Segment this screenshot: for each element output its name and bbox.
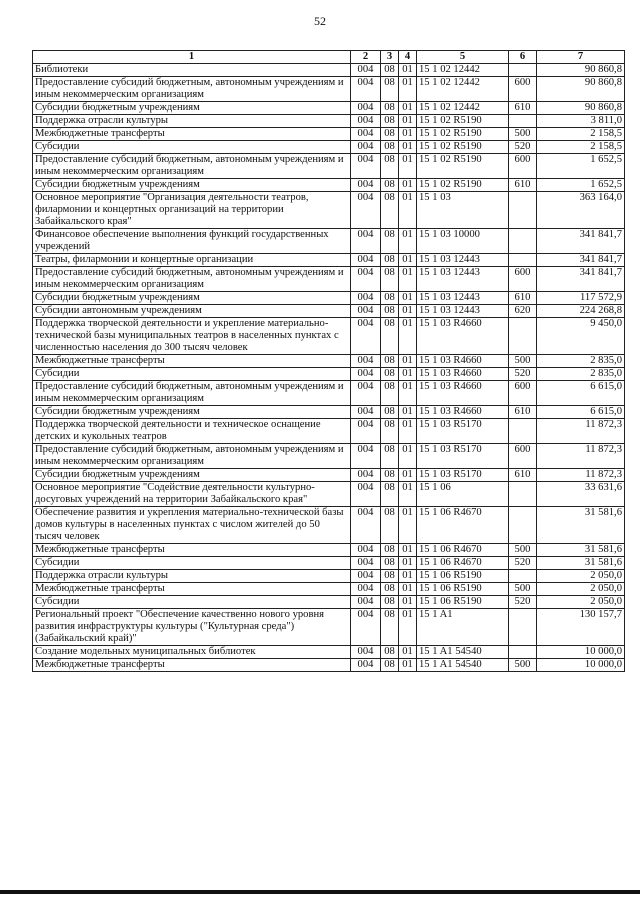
- section-code-cell: 08: [381, 254, 399, 267]
- expense-type-cell: 620: [509, 305, 537, 318]
- ministry-code-cell: 004: [351, 305, 381, 318]
- section-code-cell: 08: [381, 267, 399, 292]
- ministry-code-cell: 004: [351, 128, 381, 141]
- target-article-cell: 15 1 03 12443: [417, 292, 509, 305]
- expense-type-cell: 500: [509, 659, 537, 672]
- amount-cell: 6 615,0: [537, 381, 625, 406]
- ministry-code-cell: 004: [351, 659, 381, 672]
- target-article-cell: 15 1 02 R5190: [417, 115, 509, 128]
- table-row: [33, 318, 625, 355]
- target-article-cell: 15 1 03 R4660: [417, 318, 509, 355]
- table-row: [33, 646, 625, 659]
- amount-cell: 31 581,6: [537, 507, 625, 544]
- row-name-cell: Субсидии: [33, 596, 351, 609]
- table-row: [33, 179, 625, 192]
- row-name-cell: Межбюджетные трансферты: [33, 128, 351, 141]
- expense-type-cell: 520: [509, 557, 537, 570]
- target-article-cell: 15 1 03 R4660: [417, 406, 509, 419]
- section-code-cell: 08: [381, 192, 399, 229]
- ministry-code-cell: 004: [351, 115, 381, 128]
- target-article-cell: 15 1 03 10000: [417, 229, 509, 254]
- row-name-cell: Региональный проект "Обеспечение качественно нового уровня развития инфраструктуры культуры ("Культурная среда") (Забайкальский край)": [33, 609, 351, 646]
- expense-type-cell: [509, 64, 537, 77]
- subsection-code-cell: 01: [399, 406, 417, 419]
- target-article-cell: 15 1 03 12443: [417, 305, 509, 318]
- table-row: [33, 192, 625, 229]
- table-row: [33, 570, 625, 583]
- amount-cell: 10 000,0: [537, 646, 625, 659]
- table-row: [33, 292, 625, 305]
- amount-cell: 9 450,0: [537, 318, 625, 355]
- target-article-cell: 15 1 06: [417, 482, 509, 507]
- target-article-cell: 15 1 02 R5190: [417, 179, 509, 192]
- section-code-cell: 08: [381, 570, 399, 583]
- target-article-cell: 15 1 03 R4660: [417, 368, 509, 381]
- row-name-cell: Предоставление субсидий бюджетным, автономным учреждениям и иным некоммерческим организациям: [33, 154, 351, 179]
- row-name-cell: Предоставление субсидий бюджетным, автономным учреждениям и иным некоммерческим организациям: [33, 381, 351, 406]
- section-code-cell: 08: [381, 318, 399, 355]
- expense-type-cell: [509, 646, 537, 659]
- table-row: [33, 583, 625, 596]
- table-row: [33, 355, 625, 368]
- expense-type-cell: 610: [509, 102, 537, 115]
- section-code-cell: 08: [381, 469, 399, 482]
- ministry-code-cell: 004: [351, 482, 381, 507]
- expense-type-cell: [509, 482, 537, 507]
- subsection-code-cell: 01: [399, 115, 417, 128]
- amount-cell: 31 581,6: [537, 544, 625, 557]
- row-name-cell: Субсидии бюджетным учреждениям: [33, 102, 351, 115]
- section-code-cell: 08: [381, 507, 399, 544]
- row-name-cell: Субсидии бюджетным учреждениям: [33, 469, 351, 482]
- ministry-code-cell: 004: [351, 229, 381, 254]
- amount-cell: 341 841,7: [537, 229, 625, 254]
- row-name-cell: Поддержка отрасли культуры: [33, 570, 351, 583]
- target-article-cell: 15 1 02 R5190: [417, 128, 509, 141]
- table-row: [33, 254, 625, 267]
- ministry-code-cell: 004: [351, 381, 381, 406]
- table-row: [33, 267, 625, 292]
- subsection-code-cell: 01: [399, 229, 417, 254]
- ministry-code-cell: 004: [351, 102, 381, 115]
- ministry-code-cell: 004: [351, 419, 381, 444]
- section-code-cell: 08: [381, 64, 399, 77]
- amount-cell: 2 050,0: [537, 583, 625, 596]
- section-code-cell: 08: [381, 646, 399, 659]
- row-name-cell: Основное мероприятие "Содействие деятельности культурно-досуговых учреждений на территории Забайкальского края": [33, 482, 351, 507]
- bottom-rule: [0, 890, 640, 894]
- row-name-cell: Субсидии бюджетным учреждениям: [33, 292, 351, 305]
- expense-type-cell: 610: [509, 469, 537, 482]
- expense-type-cell: 610: [509, 292, 537, 305]
- target-article-cell: 15 1 03 R4660: [417, 381, 509, 406]
- target-article-cell: 15 1 02 R5190: [417, 141, 509, 154]
- expense-type-cell: 500: [509, 583, 537, 596]
- expense-type-cell: [509, 318, 537, 355]
- ministry-code-cell: 004: [351, 77, 381, 102]
- row-name-cell: Библиотеки: [33, 64, 351, 77]
- row-name-cell: Межбюджетные трансферты: [33, 659, 351, 672]
- ministry-code-cell: 004: [351, 570, 381, 583]
- subsection-code-cell: 01: [399, 368, 417, 381]
- table-row: [33, 406, 625, 419]
- ministry-code-cell: 004: [351, 609, 381, 646]
- section-code-cell: 08: [381, 128, 399, 141]
- expense-type-cell: [509, 609, 537, 646]
- row-name-cell: Межбюджетные трансферты: [33, 355, 351, 368]
- target-article-cell: 15 1 03 12443: [417, 267, 509, 292]
- table-row: [33, 507, 625, 544]
- amount-cell: 130 157,7: [537, 609, 625, 646]
- target-article-cell: 15 1 A1: [417, 609, 509, 646]
- amount-cell: 33 631,6: [537, 482, 625, 507]
- target-article-cell: 15 1 02 12442: [417, 102, 509, 115]
- expense-type-cell: 610: [509, 406, 537, 419]
- row-name-cell: Субсидии автономным учреждениям: [33, 305, 351, 318]
- column-header: 5: [417, 51, 509, 64]
- section-code-cell: 08: [381, 444, 399, 469]
- subsection-code-cell: 01: [399, 305, 417, 318]
- section-code-cell: 08: [381, 406, 399, 419]
- target-article-cell: 15 1 06 R5190: [417, 596, 509, 609]
- expense-type-cell: [509, 507, 537, 544]
- amount-cell: 224 268,8: [537, 305, 625, 318]
- subsection-code-cell: 01: [399, 267, 417, 292]
- subsection-code-cell: 01: [399, 507, 417, 544]
- amount-cell: 90 860,8: [537, 77, 625, 102]
- subsection-code-cell: 01: [399, 583, 417, 596]
- target-article-cell: 15 1 06 R4670: [417, 557, 509, 570]
- ministry-code-cell: 004: [351, 469, 381, 482]
- subsection-code-cell: 01: [399, 659, 417, 672]
- table-row: [33, 596, 625, 609]
- table-row: [33, 381, 625, 406]
- row-name-cell: Финансовое обеспечение выполнения функций государственных учреждений: [33, 229, 351, 254]
- table-row: [33, 128, 625, 141]
- subsection-code-cell: 01: [399, 482, 417, 507]
- subsection-code-cell: 01: [399, 444, 417, 469]
- table-row: [33, 64, 625, 77]
- ministry-code-cell: 004: [351, 292, 381, 305]
- target-article-cell: 15 1 06 R4670: [417, 507, 509, 544]
- table-row: [33, 609, 625, 646]
- section-code-cell: 08: [381, 583, 399, 596]
- column-header: 3: [381, 51, 399, 64]
- target-article-cell: 15 1 06 R5190: [417, 583, 509, 596]
- subsection-code-cell: 01: [399, 102, 417, 115]
- subsection-code-cell: 01: [399, 596, 417, 609]
- row-name-cell: Поддержка творческой деятельности и укрепление материально-технической базы муниципальных театров в населенных пунктах с численностью населения до 300 тысяч человек: [33, 318, 351, 355]
- amount-cell: 3 811,0: [537, 115, 625, 128]
- table-row: [33, 659, 625, 672]
- table-row: [33, 115, 625, 128]
- section-code-cell: 08: [381, 77, 399, 102]
- subsection-code-cell: 01: [399, 318, 417, 355]
- expense-type-cell: [509, 254, 537, 267]
- expense-type-cell: 600: [509, 444, 537, 469]
- ministry-code-cell: 004: [351, 64, 381, 77]
- ministry-code-cell: 004: [351, 596, 381, 609]
- section-code-cell: 08: [381, 154, 399, 179]
- section-code-cell: 08: [381, 659, 399, 672]
- expense-type-cell: [509, 419, 537, 444]
- ministry-code-cell: 004: [351, 141, 381, 154]
- ministry-code-cell: 004: [351, 355, 381, 368]
- expense-type-cell: [509, 192, 537, 229]
- ministry-code-cell: 004: [351, 267, 381, 292]
- row-name-cell: Поддержка отрасли культуры: [33, 115, 351, 128]
- subsection-code-cell: 01: [399, 179, 417, 192]
- target-article-cell: 15 1 03 R4660: [417, 355, 509, 368]
- row-name-cell: Предоставление субсидий бюджетным, автономным учреждениям и иным некоммерческим организациям: [33, 77, 351, 102]
- page-number: 52: [314, 14, 326, 28]
- expense-type-cell: 610: [509, 179, 537, 192]
- expense-type-cell: 600: [509, 77, 537, 102]
- row-name-cell: Театры, филармонии и концертные организации: [33, 254, 351, 267]
- row-name-cell: Субсидии: [33, 557, 351, 570]
- amount-cell: 2 158,5: [537, 141, 625, 154]
- expense-type-cell: 520: [509, 368, 537, 381]
- amount-cell: 1 652,5: [537, 154, 625, 179]
- section-code-cell: 08: [381, 355, 399, 368]
- subsection-code-cell: 01: [399, 570, 417, 583]
- table-header-row: [33, 51, 625, 64]
- subsection-code-cell: 01: [399, 292, 417, 305]
- row-name-cell: Субсидии: [33, 368, 351, 381]
- expense-type-cell: 600: [509, 381, 537, 406]
- section-code-cell: 08: [381, 544, 399, 557]
- row-name-cell: Предоставление субсидий бюджетным, автономным учреждениям и иным некоммерческим организациям: [33, 444, 351, 469]
- subsection-code-cell: 01: [399, 254, 417, 267]
- amount-cell: 11 872,3: [537, 419, 625, 444]
- column-header: 7: [537, 51, 625, 64]
- expense-type-cell: 600: [509, 267, 537, 292]
- section-code-cell: 08: [381, 596, 399, 609]
- ministry-code-cell: 004: [351, 318, 381, 355]
- target-article-cell: 15 1 06 R4670: [417, 544, 509, 557]
- ministry-code-cell: 004: [351, 583, 381, 596]
- subsection-code-cell: 01: [399, 419, 417, 444]
- table-row: [33, 419, 625, 444]
- column-header: 2: [351, 51, 381, 64]
- subsection-code-cell: 01: [399, 77, 417, 102]
- row-name-cell: Обеспечение развития и укрепления материально-технической базы домов культуры в населенных пунктах с числом жителей до 50 тысяч человек: [33, 507, 351, 544]
- row-name-cell: Создание модельных муниципальных библиотек: [33, 646, 351, 659]
- expense-type-cell: [509, 229, 537, 254]
- subsection-code-cell: 01: [399, 154, 417, 179]
- expense-type-cell: 500: [509, 128, 537, 141]
- subsection-code-cell: 01: [399, 646, 417, 659]
- subsection-code-cell: 01: [399, 128, 417, 141]
- ministry-code-cell: 004: [351, 368, 381, 381]
- table-row: [33, 469, 625, 482]
- row-name-cell: Основное мероприятие "Организация деятельности театров, филармонии и концертных организаций на территории Забайкальского края": [33, 192, 351, 229]
- amount-cell: 363 164,0: [537, 192, 625, 229]
- target-article-cell: 15 1 A1 54540: [417, 659, 509, 672]
- section-code-cell: 08: [381, 557, 399, 570]
- subsection-code-cell: 01: [399, 544, 417, 557]
- ministry-code-cell: 004: [351, 406, 381, 419]
- amount-cell: 2 050,0: [537, 570, 625, 583]
- table-body: [33, 64, 625, 672]
- ministry-code-cell: 004: [351, 444, 381, 469]
- expense-type-cell: 500: [509, 355, 537, 368]
- amount-cell: 341 841,7: [537, 254, 625, 267]
- column-header: 1: [33, 51, 351, 64]
- target-article-cell: 15 1 06 R5190: [417, 570, 509, 583]
- table-row: [33, 544, 625, 557]
- table-row: [33, 444, 625, 469]
- table-row: [33, 154, 625, 179]
- subsection-code-cell: 01: [399, 192, 417, 229]
- target-article-cell: 15 1 02 R5190: [417, 154, 509, 179]
- section-code-cell: 08: [381, 609, 399, 646]
- subsection-code-cell: 01: [399, 381, 417, 406]
- table-row: [33, 557, 625, 570]
- amount-cell: 341 841,7: [537, 267, 625, 292]
- row-name-cell: Субсидии бюджетным учреждениям: [33, 179, 351, 192]
- section-code-cell: 08: [381, 368, 399, 381]
- table-row: [33, 368, 625, 381]
- target-article-cell: 15 1 02 12442: [417, 64, 509, 77]
- section-code-cell: 08: [381, 419, 399, 444]
- subsection-code-cell: 01: [399, 355, 417, 368]
- amount-cell: 11 872,3: [537, 444, 625, 469]
- ministry-code-cell: 004: [351, 507, 381, 544]
- amount-cell: 90 860,8: [537, 64, 625, 77]
- table-row: [33, 102, 625, 115]
- amount-cell: 1 652,5: [537, 179, 625, 192]
- row-name-cell: Субсидии: [33, 141, 351, 154]
- section-code-cell: 08: [381, 229, 399, 254]
- section-code-cell: 08: [381, 292, 399, 305]
- amount-cell: 90 860,8: [537, 102, 625, 115]
- amount-cell: 2 835,0: [537, 368, 625, 381]
- section-code-cell: 08: [381, 482, 399, 507]
- ministry-code-cell: 004: [351, 646, 381, 659]
- target-article-cell: 15 1 03 R5170: [417, 419, 509, 444]
- target-article-cell: 15 1 03 R5170: [417, 469, 509, 482]
- table-row: [33, 77, 625, 102]
- column-header: 4: [399, 51, 417, 64]
- amount-cell: 117 572,9: [537, 292, 625, 305]
- expense-type-cell: 600: [509, 154, 537, 179]
- target-article-cell: 15 1 03: [417, 192, 509, 229]
- subsection-code-cell: 01: [399, 469, 417, 482]
- section-code-cell: 08: [381, 115, 399, 128]
- ministry-code-cell: 004: [351, 544, 381, 557]
- target-article-cell: 15 1 03 12443: [417, 254, 509, 267]
- subsection-code-cell: 01: [399, 609, 417, 646]
- amount-cell: 2 835,0: [537, 355, 625, 368]
- row-name-cell: Межбюджетные трансферты: [33, 583, 351, 596]
- row-name-cell: Поддержка творческой деятельности и техническое оснащение детских и кукольных театров: [33, 419, 351, 444]
- expense-type-cell: [509, 115, 537, 128]
- amount-cell: 2 158,5: [537, 128, 625, 141]
- amount-cell: 2 050,0: [537, 596, 625, 609]
- ministry-code-cell: 004: [351, 192, 381, 229]
- ministry-code-cell: 004: [351, 254, 381, 267]
- table-row: [33, 305, 625, 318]
- subsection-code-cell: 01: [399, 141, 417, 154]
- table-row: [33, 229, 625, 254]
- target-article-cell: 15 1 02 12442: [417, 77, 509, 102]
- budget-table: [32, 50, 625, 672]
- column-header: 6: [509, 51, 537, 64]
- subsection-code-cell: 01: [399, 64, 417, 77]
- expense-type-cell: 520: [509, 141, 537, 154]
- row-name-cell: Межбюджетные трансферты: [33, 544, 351, 557]
- section-code-cell: 08: [381, 305, 399, 318]
- ministry-code-cell: 004: [351, 179, 381, 192]
- target-article-cell: 15 1 03 R5170: [417, 444, 509, 469]
- subsection-code-cell: 01: [399, 557, 417, 570]
- table-row: [33, 482, 625, 507]
- row-name-cell: Предоставление субсидий бюджетным, автономным учреждениям и иным некоммерческим организациям: [33, 267, 351, 292]
- table-row: [33, 141, 625, 154]
- expense-type-cell: [509, 570, 537, 583]
- section-code-cell: 08: [381, 179, 399, 192]
- amount-cell: 31 581,6: [537, 557, 625, 570]
- section-code-cell: 08: [381, 102, 399, 115]
- section-code-cell: 08: [381, 141, 399, 154]
- amount-cell: 6 615,0: [537, 406, 625, 419]
- row-name-cell: Субсидии бюджетным учреждениям: [33, 406, 351, 419]
- expense-type-cell: 520: [509, 596, 537, 609]
- amount-cell: 10 000,0: [537, 659, 625, 672]
- ministry-code-cell: 004: [351, 154, 381, 179]
- section-code-cell: 08: [381, 381, 399, 406]
- expense-type-cell: 500: [509, 544, 537, 557]
- ministry-code-cell: 004: [351, 557, 381, 570]
- target-article-cell: 15 1 A1 54540: [417, 646, 509, 659]
- amount-cell: 11 872,3: [537, 469, 625, 482]
